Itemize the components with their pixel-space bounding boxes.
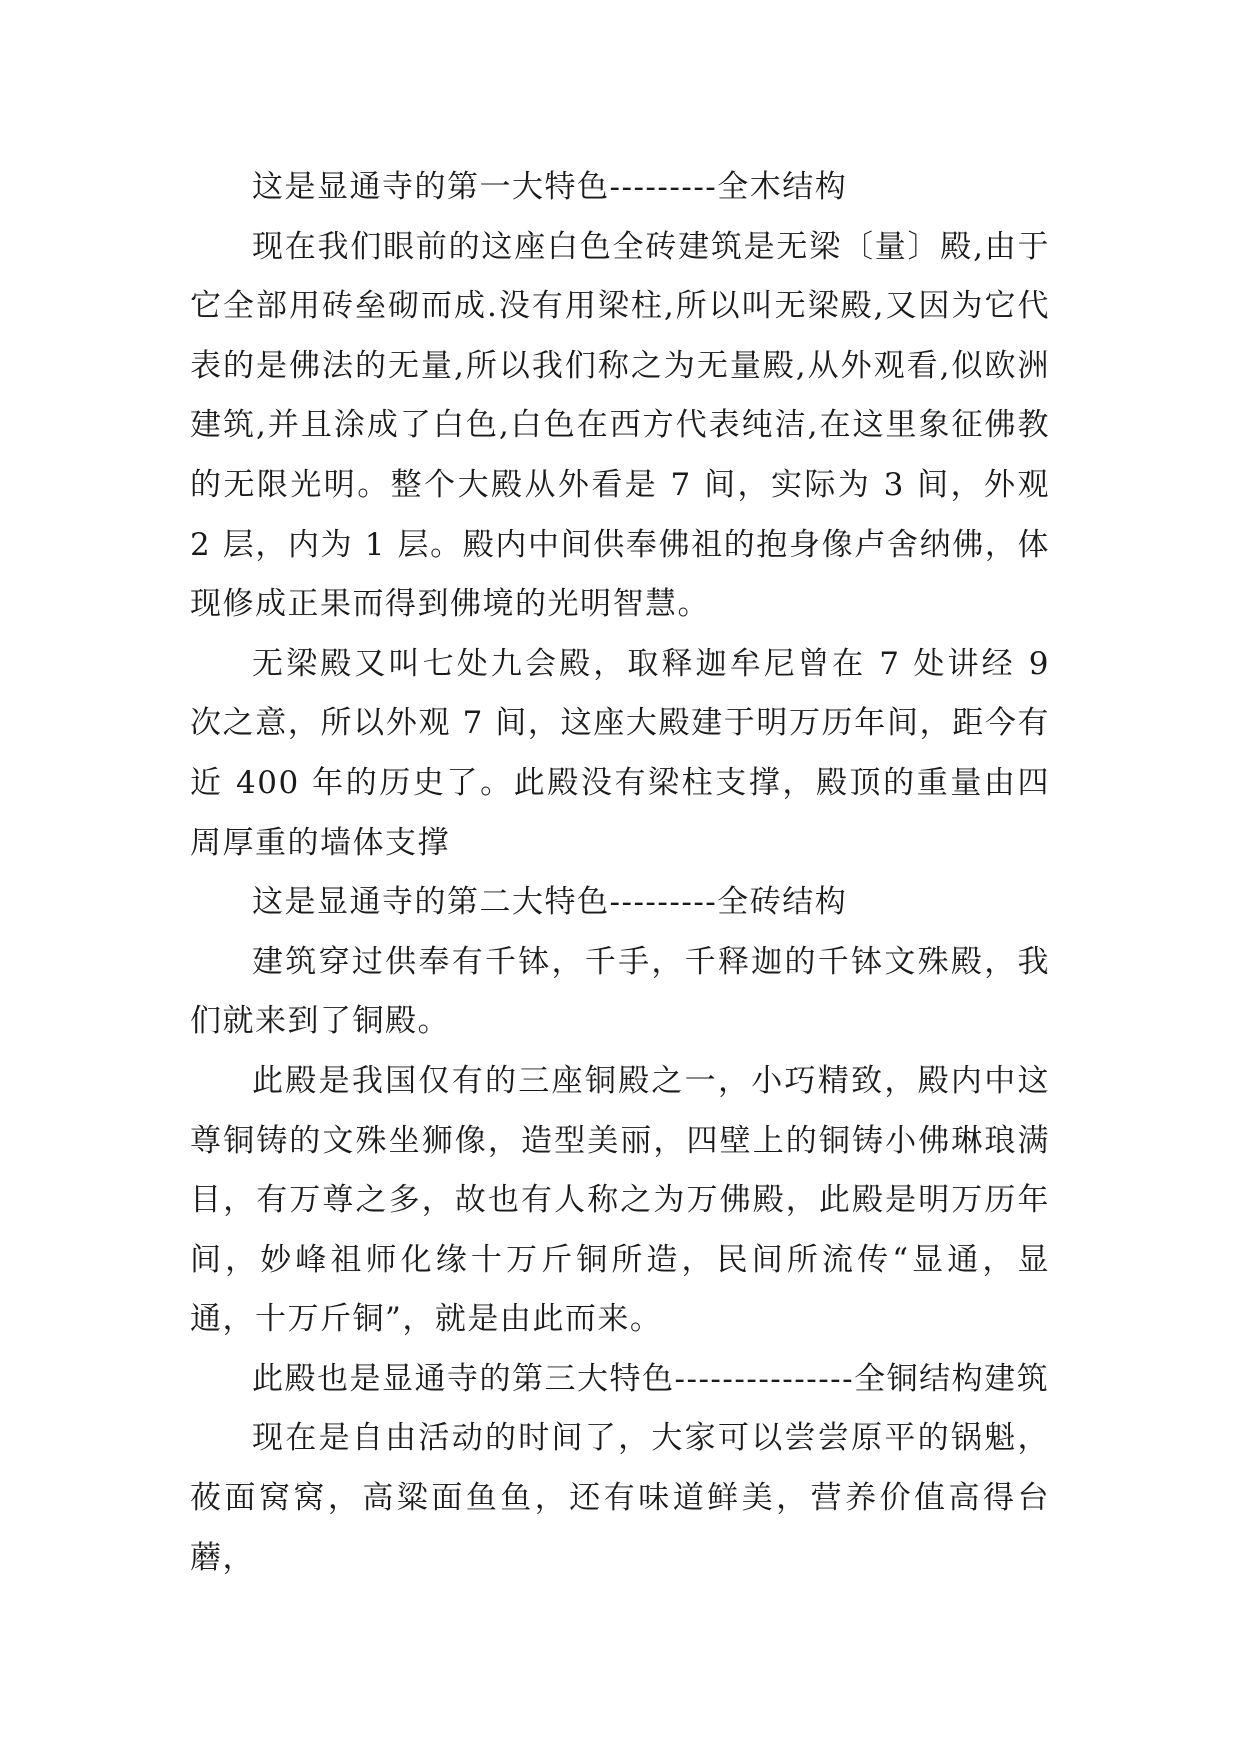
paragraph-feature-three: 此殿也是显通寺的第三大特色---------------全铜结构建筑 [252,1360,1050,1397]
paragraph-feature-two: 这是显通寺的第二大特色---------全砖结构 [252,884,848,921]
paragraph-to-copper-hall: 建筑穿过供奉有千钵，千手，千释迦的千钵文殊殿，我们就来到了铜殿。 [190,943,1050,1040]
paragraph-qichu-jiuhui: 无梁殿又叫七处九会殿，取释迦牟尼曾在 7 处讲经 9 次之意，所以外观 7 间，这座大殿建于明万历年间，距今有近 400 年的历史了。此殿没有梁柱支撑，殿顶的重量由四周厚重的墙体支撑 [190,645,1050,861]
paragraph-feature-one: 这是显通寺的第一大特色---------全木结构 [252,169,848,205]
paragraph-wuliang-hall: 现在我们眼前的这座白色全砖建筑是无梁〔量〕殿,由于它全部用砖垒砌而成.没有用梁柱,所以叫无梁殿,又因为它代表的是佛法的无量,所以我们称之为无量殿,从外观看,似欧洲建筑,并且涂成了白色,白色在西方代表纯洁,在这里象征佛教的无限光明。整个大殿从外看是 7 间，实际为 3 间，外观 2 层，内为 1 层。殿内中间供奉佛祖的抱身像卢舍纳佛，体现修成正果而得到佛境的光明智慧。 [190,228,1050,623]
paragraph-copper-hall: 此殿是我国仅有的三座铜殿之一，小巧精致，殿内中这尊铜铸的文殊坐狮像，造型美丽，四壁上的铜铸小佛琳琅满目，有万尊之多，故也有人称之为万佛殿，此殿是明万历年间，妙峰祖师化缘十万斤铜所造，民间所流传“显通，显通，十万斤铜”，就是由此而来。 [190,1062,1050,1338]
paragraph-free-time: 现在是自由活动的时间了，大家可以尝尝原平的锅魁，莜面窝窝，高粱面鱼鱼，还有味道鲜美，营养价值高得台蘑， [190,1420,1050,1576]
document-body [190,158,1050,1588]
